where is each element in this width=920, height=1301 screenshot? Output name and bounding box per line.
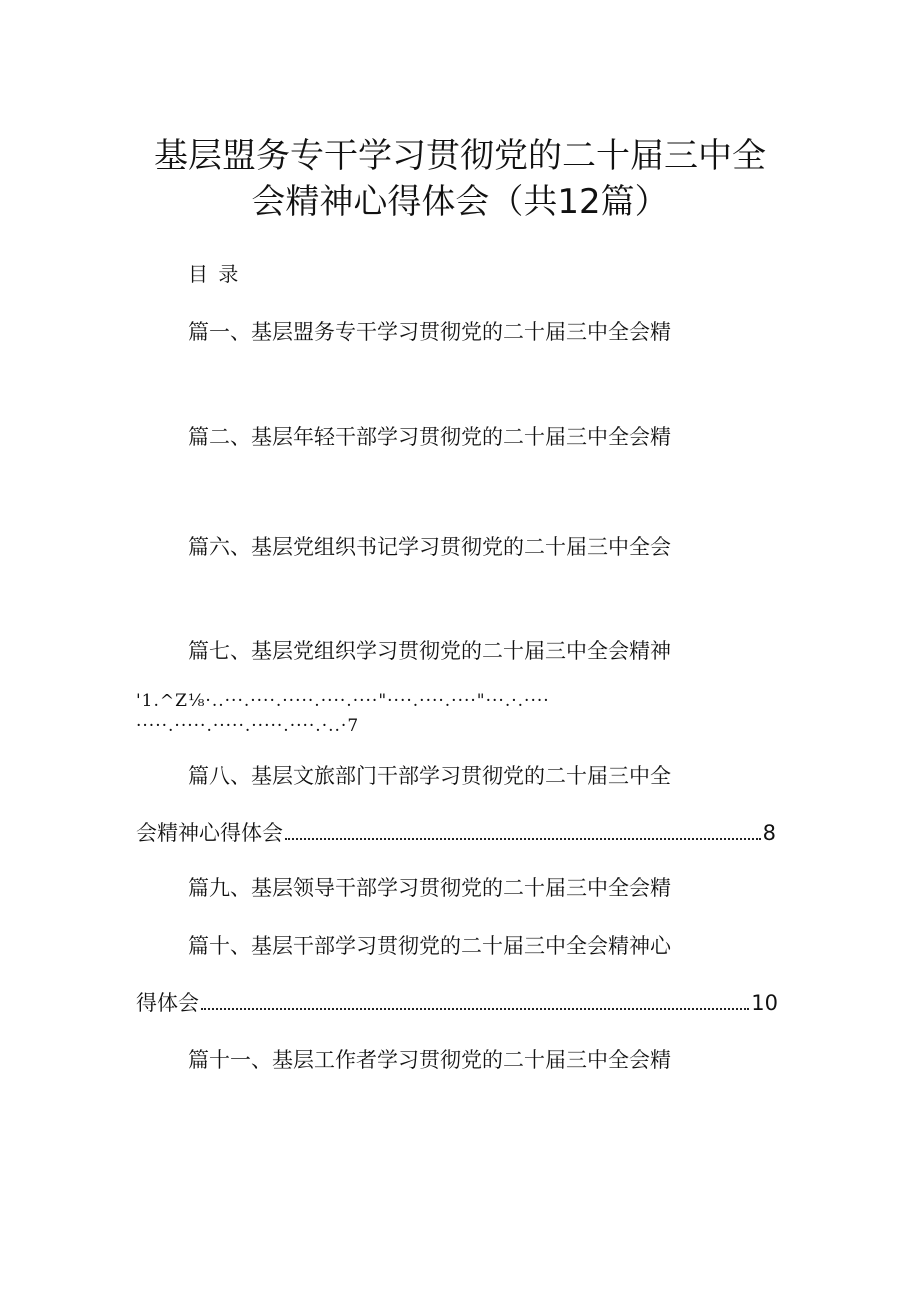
toc-entry-9[interactable]: 篇九、基层领导干部学习贯彻党的二十届三中全会精 [188,876,671,900]
document-title-line-2: 会精神心得体会（共12篇） [251,182,669,222]
toc-entry-11[interactable]: 篇十一、基层工作者学习贯彻党的二十届三中全会精 [188,1048,671,1072]
toc-entry-7[interactable]: 篇七、基层党组织学习贯彻党的二十届三中全会精神 [188,639,671,663]
page-number: 8 [762,821,776,845]
toc-entry-8-continuation[interactable] [136,818,776,848]
toc-entry-8[interactable]: 篇八、基层文旅部门干部学习贯彻党的二十届三中全 [188,764,671,788]
document-title-line-1: 基层盟务专干学习贯彻党的二十届三中全 [154,136,766,176]
dot-leader [201,990,749,1010]
toc-entry-8-tail-text: 会精神心得体会 [136,821,283,845]
toc-entry-6[interactable]: 篇六、基层党组织书记学习贯彻党的二十届三中全会 [188,535,671,559]
page-number: 10 [751,991,778,1015]
toc-heading: 目 录 [188,262,241,286]
toc-entry-10-tail-text: 得体会 [136,991,199,1015]
toc-entry-1[interactable]: 篇一、基层盟务专干学习贯彻党的二十届三中全会精 [188,320,671,344]
toc-entry-10[interactable]: 篇十、基层干部学习贯彻党的二十届三中全会精神心 [188,934,671,958]
toc-entry-10-continuation[interactable] [136,988,778,1018]
toc-entry-2[interactable]: 篇二、基层年轻干部学习贯彻党的二十届三中全会精 [188,425,671,449]
toc-garbled-leader-line-2: ·····.·····.·····.·····.····.·..·7 [136,716,360,736]
toc-garbled-leader-line-1: '1.^Z⅛·..···.····.·····.····.····"····.····.····"···.·.···· [136,691,550,711]
dot-leader [285,820,761,840]
